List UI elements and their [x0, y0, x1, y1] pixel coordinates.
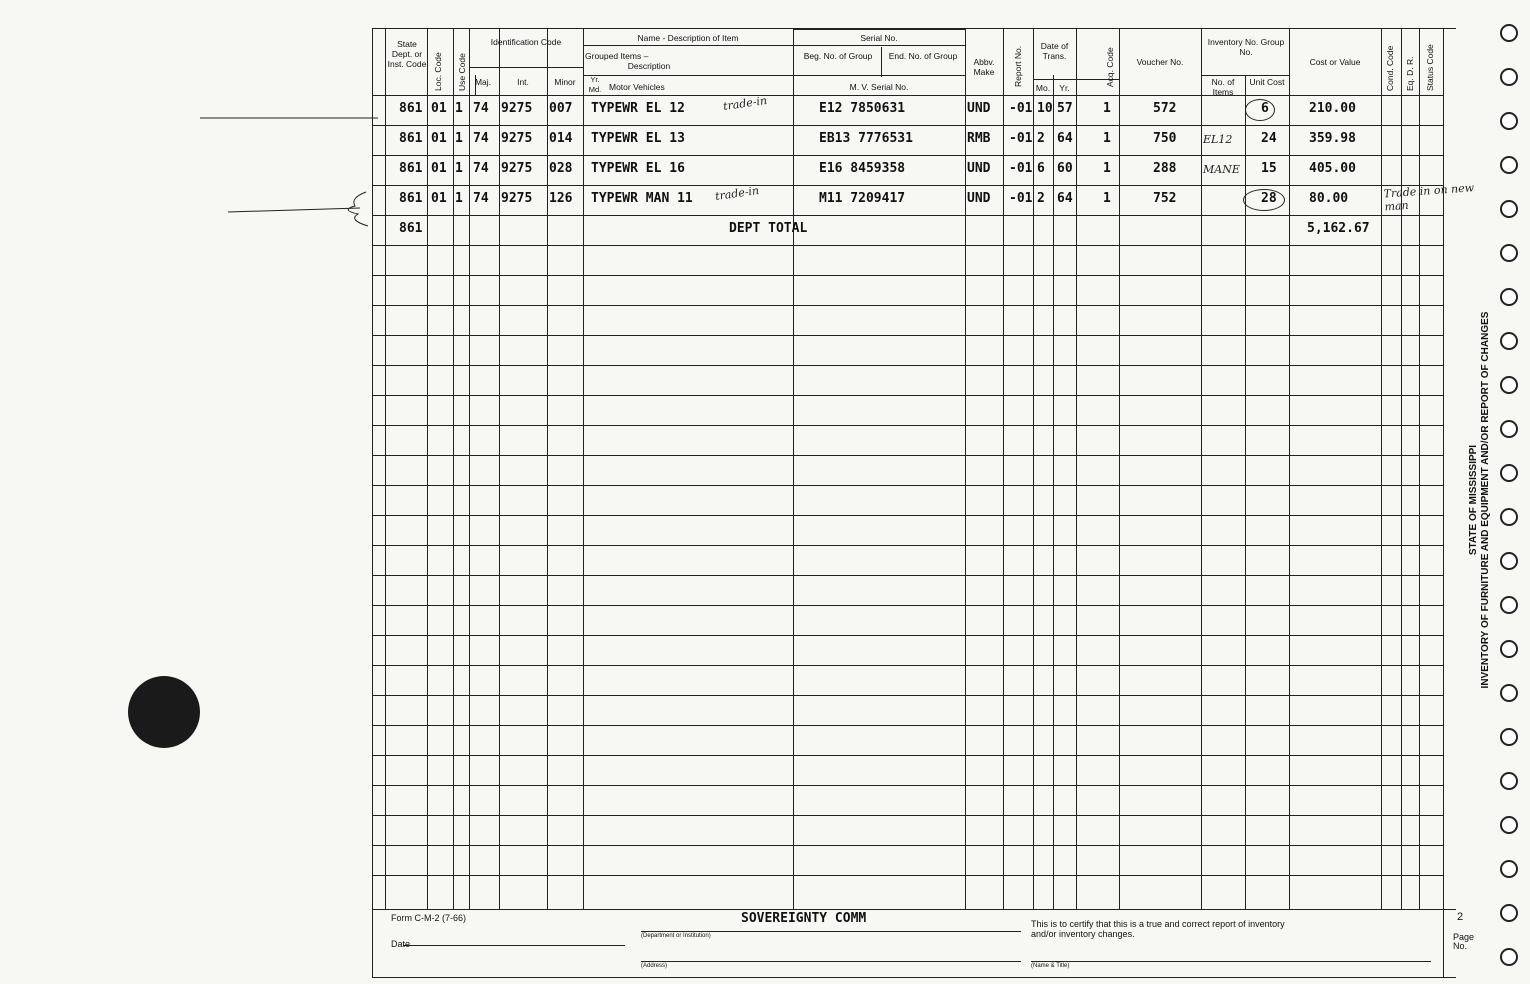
hdr-status-code: Status Code [1425, 44, 1435, 91]
row-3-int: 9275 [501, 161, 533, 176]
date-label: Date [391, 939, 411, 949]
feed-hole [1500, 904, 1518, 922]
row-4-acq: 1 [1103, 191, 1111, 206]
row-2-minor: 014 [549, 131, 573, 146]
row-4-desc: TYPEWR MAN 11 [591, 191, 693, 206]
row-1-use: 1 [455, 101, 463, 116]
hdr-voucher: Voucher No. [1136, 57, 1184, 67]
hdr-grouped: Grouped Items – [585, 51, 649, 61]
feed-hole [1500, 948, 1518, 966]
hdr-cond-code: Cond. Code [1385, 45, 1395, 91]
row-3-minor: 028 [549, 161, 573, 176]
hdr-cost-value: Cost or Value [1309, 57, 1361, 67]
hdr-int: Int. [517, 77, 529, 87]
row-3-cost: 405.00 [1309, 161, 1356, 176]
row-2-items: EL12 [1203, 133, 1233, 146]
row-1-minor: 007 [549, 101, 573, 116]
feed-hole [1500, 244, 1518, 262]
hdr-report-no: Report No. [1013, 45, 1023, 87]
row-3-maj: 74 [473, 161, 489, 176]
row-3-acq: 1 [1103, 161, 1111, 176]
row-4-use: 1 [455, 191, 463, 206]
row-1-dept: 861 [399, 101, 423, 116]
feed-hole [1500, 464, 1518, 482]
feed-hole [1500, 332, 1518, 350]
row-2-make: RMB [967, 131, 991, 146]
total-cost: 5,162.67 [1307, 221, 1370, 236]
side-title-line1: STATE OF MISSISSIPPI [1468, 444, 1479, 556]
row-4-maj: 74 [473, 191, 489, 206]
row-2-desc: TYPEWR EL 13 [591, 131, 685, 146]
hdr-name-desc: Name - Description of Item [637, 33, 739, 43]
hdr-minor: Minor [554, 77, 576, 87]
row-2-mo: 2 [1037, 131, 1045, 146]
feed-hole [1500, 816, 1518, 834]
row-1-unit: 6 [1261, 101, 1269, 116]
row-1-desc: TYPEWR EL 12 [591, 101, 685, 116]
row-1-report: -01 [1009, 101, 1033, 116]
total-label: DEPT TOTAL [729, 221, 808, 236]
circled-unit-cost-mark [1243, 189, 1285, 211]
row-4-yr: 64 [1057, 191, 1073, 206]
hdr-abbv-make: Abbv. Make [973, 57, 995, 77]
feed-hole [1500, 24, 1518, 42]
hdr-serial: Serial No. [860, 33, 898, 43]
hdr-yr-md: Yr. Md. [588, 75, 602, 94]
row-2-cost: 359.98 [1309, 131, 1356, 146]
row-2-int: 9275 [501, 131, 533, 146]
hdr-eq-dr: Eq. D. R. [1405, 56, 1415, 91]
hdr-mv-serial: M. V. Serial No. [849, 82, 909, 92]
row-3-use: 1 [455, 161, 463, 176]
hdr-use-code: Use Code [457, 53, 467, 91]
row-4-serial: M11 7209417 [819, 191, 906, 206]
row-2-serial: EB13 7776531 [819, 131, 913, 146]
row-2-use: 1 [455, 131, 463, 146]
page-number: 2 [1457, 911, 1464, 923]
hdr-acq-code: Acq. Code [1105, 47, 1115, 87]
row-3-make: UND [967, 161, 991, 176]
hdr-maj: Maj. [474, 77, 492, 87]
hdr-unit-cost: Unit Cost [1249, 77, 1285, 87]
feed-hole [1500, 200, 1518, 218]
hdr-date-trans: Date of Trans. [1040, 41, 1069, 61]
row-1-cost: 210.00 [1309, 101, 1356, 116]
row-4-make: UND [967, 191, 991, 206]
row-4-mo: 2 [1037, 191, 1045, 206]
row-3-voucher: 288 [1153, 161, 1177, 176]
feed-hole [1500, 156, 1518, 174]
row-2-yr: 64 [1057, 131, 1073, 146]
row-3-mo: 6 [1037, 161, 1045, 176]
row-4-dept: 861 [399, 191, 423, 206]
row-2-report: -01 [1009, 131, 1033, 146]
total-dept: 861 [399, 221, 423, 236]
hdr-state-dept: State Dept. or Inst. Code [387, 39, 427, 69]
row-3-dept: 861 [399, 161, 423, 176]
hdr-motor-vehicles: Motor Vehicles [609, 82, 665, 92]
punch-dot [128, 676, 200, 748]
circled-unit-cost-mark [1245, 99, 1275, 121]
row-1-acq: 1 [1103, 101, 1111, 116]
feed-hole [1500, 684, 1518, 702]
certify-text: This is to certify that this is a true and correct report of inventory and/or inventory changes. [1031, 919, 1285, 939]
row-1-serial: E12 7850631 [819, 101, 906, 116]
row-4-loc: 01 [431, 191, 447, 206]
margin-markers [190, 108, 380, 228]
row-1-mo: 10 [1037, 101, 1053, 116]
row-2-loc: 01 [431, 131, 447, 146]
row-3-items: MANE [1203, 163, 1240, 176]
hdr-loc-code: Loc. Code [433, 52, 443, 91]
department-label: (Department or Institution) [641, 933, 711, 939]
feed-hole [1500, 860, 1518, 878]
row-1-handwritten-note: trade-in [722, 93, 768, 114]
side-title [1468, 310, 1492, 690]
feed-hole [1500, 772, 1518, 790]
row-1-voucher: 572 [1153, 101, 1177, 116]
row-4-unit: 28 [1261, 191, 1277, 206]
feed-hole [1500, 112, 1518, 130]
row-2-unit: 24 [1261, 131, 1277, 146]
row-3-desc: TYPEWR EL 16 [591, 161, 685, 176]
hdr-inventory: Inventory No. Group No. [1207, 37, 1285, 57]
row-2-dept: 861 [399, 131, 423, 146]
feed-hole [1500, 420, 1518, 438]
hdr-end-no: End. No. of Group [888, 51, 958, 61]
row-4-voucher: 752 [1153, 191, 1177, 206]
side-title-line2: INVENTORY OF FURNITURE AND EQUIPMENT AND/OR REPORT OF CHANGES [1480, 311, 1491, 689]
feed-hole [1500, 552, 1518, 570]
row-1-int: 9275 [501, 101, 533, 116]
tractor-feed-holes [1500, 20, 1520, 980]
row-1-yr: 57 [1057, 101, 1073, 116]
feed-hole [1500, 288, 1518, 306]
side-handwritten-note: Trade in on new man [1383, 181, 1475, 214]
row-3-unit: 15 [1261, 161, 1277, 176]
row-1-make: UND [967, 101, 991, 116]
row-4-minor: 126 [549, 191, 573, 206]
row-4-cost: 80.00 [1309, 191, 1349, 206]
name-title-label: (Name & Title) [1031, 963, 1070, 969]
feed-hole [1500, 596, 1518, 614]
feed-hole [1500, 640, 1518, 658]
row-3-serial: E16 8459358 [819, 161, 906, 176]
department-name: SOVEREIGNTY COMM [741, 911, 867, 926]
row-2-voucher: 750 [1153, 131, 1177, 146]
row-4-int: 9275 [501, 191, 533, 206]
feed-hole [1500, 728, 1518, 746]
row-2-maj: 74 [473, 131, 489, 146]
row-1-maj: 74 [473, 101, 489, 116]
row-3-report: -01 [1009, 161, 1033, 176]
form-number: Form C-M-2 (7-66) [391, 913, 467, 923]
hdr-grouped-desc: Description [627, 61, 671, 71]
hdr-yr: Yr. [1059, 83, 1070, 93]
feed-hole [1500, 68, 1518, 86]
row-4-report: -01 [1009, 191, 1033, 206]
hdr-ident-code: Identification Code [490, 37, 562, 47]
page-label: Page No. [1453, 932, 1475, 951]
row-1-loc: 01 [431, 101, 447, 116]
address-label: (Address) [641, 963, 668, 969]
row-3-loc: 01 [431, 161, 447, 176]
hdr-beg-no: Beg. No. of Group [803, 51, 873, 61]
row-3-yr: 60 [1057, 161, 1073, 176]
row-2-acq: 1 [1103, 131, 1111, 146]
feed-hole [1500, 376, 1518, 394]
hdr-mo: Mo. [1035, 83, 1051, 93]
row-4-handwritten-note: trade-in [714, 183, 760, 204]
feed-hole [1500, 508, 1518, 526]
hdr-no-items: No. of Items [1211, 77, 1235, 97]
